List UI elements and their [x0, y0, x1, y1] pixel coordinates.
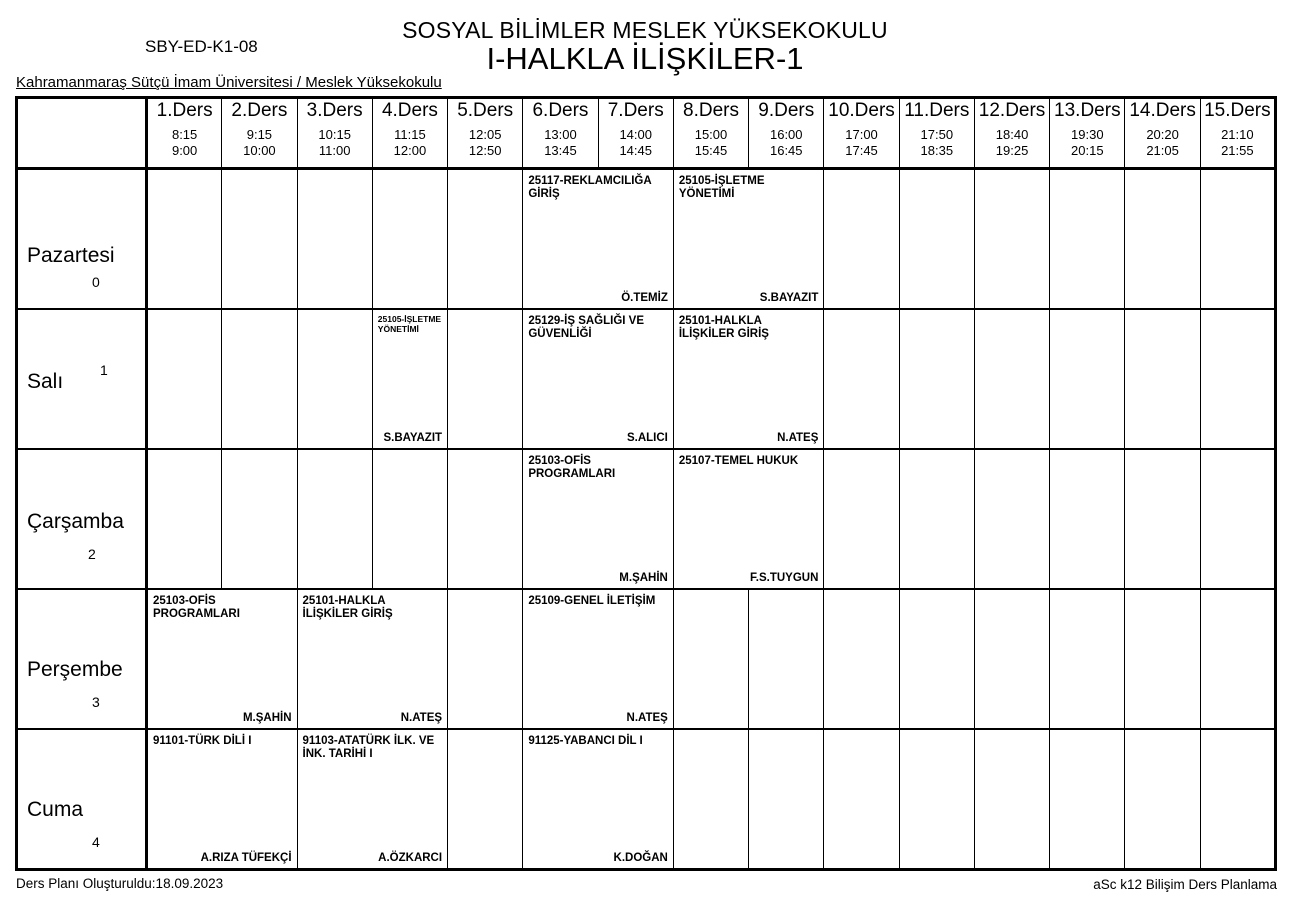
footer-created-date: Ders Planı Oluşturuldu:18.09.2023: [16, 876, 224, 891]
empty-slot: [1050, 169, 1125, 310]
empty-slot: [147, 309, 222, 449]
empty-slot: [448, 729, 523, 870]
period-end-time: 11:00: [318, 143, 351, 158]
period-end-time: 14:45: [619, 143, 652, 158]
period-end-time: 21:55: [1221, 143, 1254, 158]
period-times: [674, 127, 748, 159]
day-cell-çarşamba: [17, 449, 147, 589]
empty-slot: [222, 309, 297, 449]
period-label: 13.Ders: [1054, 100, 1121, 121]
day-cell-cuma: [17, 729, 147, 870]
empty-slot: [297, 449, 372, 589]
lesson-cell: [297, 589, 448, 729]
empty-slot: [1125, 449, 1200, 589]
period-header-8: [673, 98, 748, 169]
empty-slot: [1200, 449, 1275, 589]
empty-slot: [899, 589, 974, 729]
class-title: I-HALKLA İLİŞKİLER-1: [486, 41, 804, 76]
day-name: Perşembe: [27, 658, 123, 681]
lesson-cell: [523, 449, 674, 589]
period-times: [373, 127, 447, 159]
period-end-time: 19:25: [995, 143, 1029, 158]
period-header-11: [899, 98, 974, 169]
period-start-time: 12:05: [468, 127, 502, 142]
empty-slot: [147, 169, 222, 310]
period-times: [1050, 127, 1124, 159]
empty-slot: [1125, 309, 1200, 449]
period-label: 8.Ders: [683, 100, 739, 121]
period-label: 10.Ders: [828, 100, 895, 121]
period-times: [599, 127, 673, 159]
period-header-3: [297, 98, 372, 169]
lesson-cell: [523, 589, 674, 729]
course-name: 25105-İŞLETME YÖNETİMİ: [377, 314, 442, 334]
period-times: [148, 127, 221, 159]
period-times: [900, 127, 974, 159]
period-header-13: [1050, 98, 1125, 169]
course-name: 25103-OFİS PROGRAMLARI: [528, 455, 616, 480]
empty-slot: [824, 449, 899, 589]
period-start-time: 14:00: [619, 127, 652, 142]
period-start-time: 11:15: [394, 127, 426, 142]
room-code: SBY-ED-K1-08: [145, 37, 258, 56]
period-header-5: [448, 98, 523, 169]
institution-subtitle: Kahramanmaraş Sütçü İmam Üniversitesi / Meslek Yüksekokulu: [16, 74, 442, 91]
period-label: 1.Ders: [156, 100, 213, 121]
footer-app-name: aSc k12 Bilişim Ders Planlama: [1093, 877, 1277, 892]
day-cell-pazartesi: [17, 169, 147, 310]
period-end-time: 10:00: [243, 143, 276, 158]
period-header-4: [372, 98, 447, 169]
course-name: 25105-İŞLETME YÖNETİMİ: [678, 175, 765, 200]
day-cell-perşembe: [17, 589, 147, 729]
period-header-12: [974, 98, 1049, 169]
empty-slot: [1050, 309, 1125, 449]
period-header-1: [147, 98, 222, 169]
teacher-name: S.BAYAZIT: [759, 292, 819, 304]
period-label: 14.Ders: [1129, 100, 1196, 121]
teacher-name: S.BAYAZIT: [383, 432, 443, 444]
course-name: 25117-REKLAMCILIĞA GİRİŞ: [528, 175, 652, 200]
day-number: 2: [88, 546, 96, 562]
period-start-time: 17:00: [845, 127, 878, 142]
period-header-row: [17, 98, 1276, 169]
empty-slot: [297, 169, 372, 310]
lesson-cell: [673, 169, 824, 310]
empty-slot: [372, 449, 447, 589]
corner-cell: [17, 98, 147, 169]
lesson-cell: [147, 729, 298, 870]
day-name: Cuma: [27, 798, 84, 821]
empty-slot: [673, 589, 748, 729]
empty-slot: [448, 169, 523, 310]
lesson-cell: [297, 729, 448, 870]
empty-slot: [147, 449, 222, 589]
period-header-10: [824, 98, 899, 169]
course-name: 25101-HALKLA İLİŞKİLER GİRİŞ: [302, 595, 393, 620]
period-header-14: [1125, 98, 1200, 169]
period-label: 11.Ders: [904, 100, 970, 121]
period-start-time: 17:50: [920, 127, 954, 142]
day-row-perşembe: [17, 589, 1276, 729]
empty-slot: [1050, 589, 1125, 729]
empty-slot: [824, 589, 899, 729]
empty-slot: [448, 449, 523, 589]
period-end-time: 13:45: [544, 143, 577, 158]
period-times: [222, 127, 296, 159]
course-name: 91103-ATATÜRK İLK. VE İNK. TARİHİ I: [302, 735, 435, 760]
period-times: [749, 127, 823, 159]
empty-slot: [974, 309, 1049, 449]
empty-slot: [372, 169, 447, 310]
period-start-time: 8:15: [171, 127, 198, 142]
period-end-time: 15:45: [694, 143, 728, 158]
teacher-name: N.ATEŞ: [626, 712, 668, 724]
empty-slot: [1125, 589, 1200, 729]
lesson-cell: [523, 169, 674, 310]
empty-slot: [974, 729, 1049, 870]
period-label: 4.Ders: [381, 100, 438, 121]
period-times: [448, 127, 522, 159]
empty-slot: [899, 169, 974, 310]
lesson-cell: [673, 309, 824, 449]
course-name: 91101-TÜRK DİLİ I: [153, 735, 252, 747]
period-label: 7.Ders: [607, 100, 664, 121]
timetable-grid: [15, 96, 1277, 871]
period-label: 6.Ders: [532, 100, 589, 121]
period-start-time: 19:30: [1071, 127, 1104, 142]
empty-slot: [824, 729, 899, 870]
period-start-time: 21:10: [1221, 127, 1254, 142]
teacher-name: Ö.TEMİZ: [621, 292, 668, 304]
empty-slot: [297, 309, 372, 449]
day-number: 1: [100, 362, 108, 378]
period-header-6: [523, 98, 598, 169]
period-header-9: [749, 98, 824, 169]
day-number: 4: [92, 834, 100, 850]
period-times: [824, 127, 898, 159]
course-name: 25107-TEMEL HUKUK: [678, 455, 799, 467]
teacher-name: A.RIZA TÜFEKÇİ: [200, 852, 292, 864]
period-start-time: 16:00: [769, 127, 803, 142]
lesson-cell: [523, 309, 674, 449]
empty-slot: [899, 729, 974, 870]
period-label: 12.Ders: [978, 100, 1046, 121]
day-name: Salı: [27, 370, 64, 393]
teacher-name: K.DOĞAN: [613, 852, 668, 864]
period-start-time: 10:15: [318, 127, 351, 142]
empty-slot: [222, 449, 297, 589]
period-end-time: 18:35: [920, 143, 954, 158]
empty-slot: [974, 169, 1049, 310]
period-end-time: 16:45: [769, 143, 803, 158]
period-end-time: 12:00: [393, 143, 427, 158]
period-label: 9.Ders: [758, 100, 815, 121]
empty-slot: [448, 589, 523, 729]
empty-slot: [222, 169, 297, 310]
empty-slot: [899, 449, 974, 589]
teacher-name: M.ŞAHİN: [619, 572, 668, 584]
day-number: 3: [92, 694, 100, 710]
empty-slot: [1200, 589, 1275, 729]
teacher-name: S.ALICI: [626, 432, 668, 444]
empty-slot: [749, 729, 824, 870]
period-start-time: 13:00: [544, 127, 577, 142]
day-row-salı: [17, 309, 1276, 449]
period-label: 5.Ders: [457, 100, 514, 121]
empty-slot: [974, 589, 1049, 729]
teacher-name: N.ATEŞ: [777, 432, 819, 444]
teacher-name: A.ÖZKARCI: [378, 852, 443, 864]
period-start-time: 20:20: [1146, 127, 1179, 142]
lesson-cell: [147, 589, 298, 729]
day-row-çarşamba: [17, 449, 1276, 589]
lesson-cell: [372, 309, 447, 449]
period-times: [1201, 127, 1274, 159]
empty-slot: [824, 169, 899, 310]
period-header-7: [598, 98, 673, 169]
period-end-time: 9:00: [171, 143, 198, 158]
teacher-name: N.ATEŞ: [400, 712, 443, 724]
empty-slot: [824, 309, 899, 449]
empty-slot: [1125, 729, 1200, 870]
day-name: Pazartesi: [27, 244, 115, 267]
empty-slot: [673, 729, 748, 870]
course-name: 25129-İŞ SAĞLIĞI VE GÜVENLİĞİ: [528, 315, 645, 340]
period-label: 2.Ders: [231, 100, 288, 121]
teacher-name: M.ŞAHİN: [242, 712, 292, 724]
lesson-cell: [523, 729, 674, 870]
day-name: Çarşamba: [27, 510, 124, 533]
course-name: 25101-HALKLA İLİŞKİLER GİRİŞ: [678, 315, 769, 340]
teacher-name: F.S.TUYGUN: [750, 572, 819, 584]
lesson-cell: [673, 449, 824, 589]
period-times: [298, 127, 372, 159]
period-header-2: [222, 98, 297, 169]
course-name: 25109-GENEL İLETİŞİM: [528, 595, 656, 607]
empty-slot: [1125, 169, 1200, 310]
period-start-time: 18:40: [995, 127, 1029, 142]
period-end-time: 17:45: [845, 143, 878, 158]
empty-slot: [899, 309, 974, 449]
empty-slot: [1200, 169, 1275, 310]
period-start-time: 15:00: [694, 127, 728, 142]
period-header-15: [1200, 98, 1275, 169]
school-title: SOSYAL BİLİMLER MESLEK YÜKSEKOKULU: [402, 17, 888, 43]
empty-slot: [749, 589, 824, 729]
empty-slot: [1200, 729, 1275, 870]
period-end-time: 20:15: [1071, 143, 1104, 158]
period-end-time: 12:50: [468, 143, 502, 158]
period-times: [523, 127, 597, 159]
period-end-time: 21:05: [1146, 143, 1179, 158]
period-times: [975, 127, 1049, 159]
empty-slot: [448, 309, 523, 449]
empty-slot: [974, 449, 1049, 589]
day-cell-salı: [17, 309, 147, 449]
period-times: [1125, 127, 1199, 159]
period-label: 15.Ders: [1204, 100, 1271, 121]
course-name: 91125-YABANCI DİL I: [528, 735, 643, 747]
empty-slot: [1050, 449, 1125, 589]
period-start-time: 9:15: [246, 127, 273, 142]
day-row-cuma: [17, 729, 1276, 870]
day-row-pazartesi: [17, 169, 1276, 310]
day-number: 0: [92, 274, 100, 290]
course-name: 25103-OFİS PROGRAMLARI: [153, 595, 240, 620]
empty-slot: [1050, 729, 1125, 870]
empty-slot: [1200, 309, 1275, 449]
period-label: 3.Ders: [306, 100, 363, 121]
